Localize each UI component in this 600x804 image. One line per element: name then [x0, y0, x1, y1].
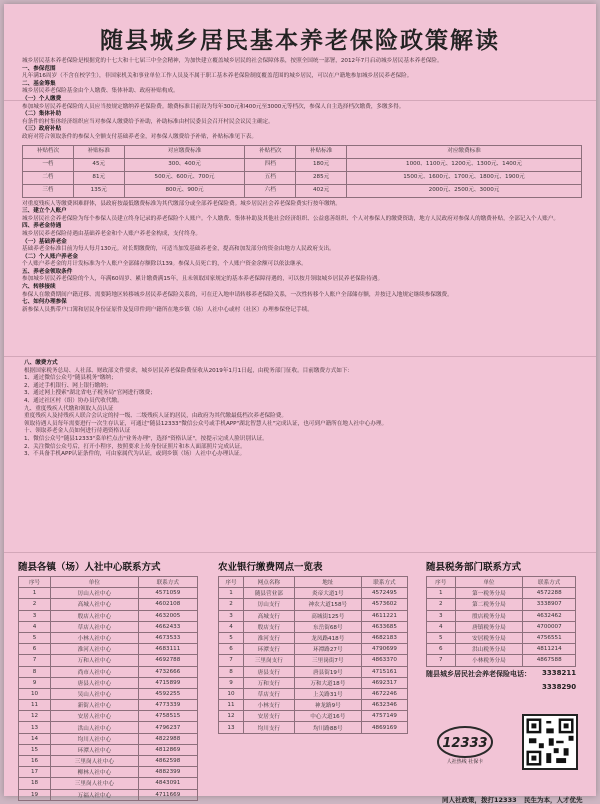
directory-cell: 吴山人社中心 [51, 688, 139, 699]
directory-cell: 10 [219, 688, 244, 699]
directory-cell: 4602108 [138, 599, 197, 610]
directory-cell: 殷店支行 [243, 621, 294, 632]
note-line: 2、通过手机银行、网上银行缴纳； [24, 382, 112, 389]
directory-cell: 淮河人社中心 [51, 644, 139, 655]
directory-cell: 4692788 [138, 655, 197, 666]
directory-cell: 4672246 [361, 688, 407, 699]
directory-row [219, 644, 408, 655]
directory-cell: 第二税务分局 [455, 599, 523, 610]
bank-table [218, 576, 408, 734]
subsidy-cell: 六档 [245, 184, 296, 197]
directory-cell: 7 [219, 655, 244, 666]
directory-cell: 11 [19, 700, 51, 711]
directory-row [219, 621, 408, 632]
hotline-number-1: 3338211 [542, 669, 577, 677]
directory-row [19, 744, 198, 755]
directory-row [19, 644, 198, 655]
directory-cell: 4592255 [138, 688, 197, 699]
section-text: 凡年满16周岁（不含在校学生），非国家机关和事业单位工作人员及不属于职工基本养老保险制度覆盖范围的城乡居民，可以在户籍地参加城乡居民养老保险。 [22, 73, 413, 80]
directory-row [427, 655, 576, 666]
directory-cell: 炎帝大道1号 [294, 588, 361, 599]
subsidy-cell: 2000元、2500元、3000元 [347, 184, 582, 197]
subsidy-cell: 四档 [245, 158, 296, 171]
directory-cell: 安居人社中心 [51, 711, 139, 722]
directory-cell: 3 [427, 610, 456, 621]
directory-cell: 9 [219, 677, 244, 688]
directory-cell: 4869169 [361, 722, 407, 733]
note-line: 4、通过社区村（组）协办员代收代缴。 [24, 397, 123, 404]
section-text: 新参保人员携带户口簿和居民身份证原件及复印件到户籍所在地乡镇（场）人社中心或村（社区）办理参保登记手续。 [22, 306, 313, 313]
directory-cell: 柳林人社中心 [51, 767, 139, 778]
directory-header-row [19, 577, 198, 588]
directory-cell: 6 [427, 644, 456, 655]
directory-cell: 三里岗人社中心 [51, 756, 139, 767]
directory-cell: 均川支行 [243, 722, 294, 733]
directory-cell: 4683111 [138, 644, 197, 655]
directory-header-row [427, 577, 576, 588]
directory-cell: 均川路88号 [294, 722, 361, 733]
directory-cell: 19 [19, 789, 51, 800]
hotline-number-2: 3338290 [542, 683, 577, 691]
directory-cell: 殷店人社中心 [51, 610, 139, 621]
section-text: 有条件的村集体经济组织应当对参保人缴费给予补助，补助标准由村民委员会召开村民会议民主确定。 [22, 118, 274, 125]
directory-cell: 13 [219, 722, 244, 733]
directory-row [427, 632, 576, 643]
note-line: 1、通过微信公众号"随县税务"缴纳； [24, 375, 117, 382]
subsidy-cell: 1500元、1600元、1700元、1800元、1900元 [347, 171, 582, 184]
directory-row [219, 655, 408, 666]
directory-row [219, 688, 408, 699]
policy-paragraph [22, 201, 582, 209]
note-line: 根据国家税务总局、人社部、财政部文件要求，城乡居民养老保险费征收从2019年1月1日起，由税务部门征收。目前缴费方式如下： [24, 367, 354, 374]
directory-row [427, 610, 576, 621]
subsidy-cell: 一档 [23, 158, 74, 171]
subsidy-cell: 81元 [73, 171, 124, 184]
section-heading: （一）个人缴费 [22, 95, 62, 102]
note-line: 3、不具备手机APP认证条件的，可由家属代为认证，或到乡镇（场）人社中心办理认证。 [24, 451, 246, 458]
directory-cell: 1 [219, 588, 244, 599]
subsidy-header-cell: 补贴档次 [245, 145, 296, 158]
directory-row [427, 621, 576, 632]
subsidy-row [23, 171, 582, 184]
directory-cell: 5 [19, 632, 51, 643]
directory-cell: 新街人社中心 [51, 700, 139, 711]
directory-cell: 12 [19, 711, 51, 722]
directory-cell: 7 [427, 655, 456, 666]
directory-header-cell: 联系方式 [138, 577, 197, 588]
directory-cell: 高城人社中心 [51, 599, 139, 610]
directory-row [19, 733, 198, 744]
directory-cell: 万和人社中心 [51, 655, 139, 666]
directory-row [19, 778, 198, 789]
directory-cell: 3 [219, 610, 244, 621]
section-text: 参加城乡居民养老保险的人员应当按规定缴纳养老保险费。缴费标准目前设为每年300元和400元至3000元等档次，参保人自主选择档次缴费，多缴多得。 [22, 103, 405, 110]
section-text: 城乡居民养老保险基金由个人缴费、集体补助、政府补贴构成。 [22, 88, 179, 95]
section-heading: 三、建立个人账户 [22, 208, 67, 215]
directory-cell: 4572288 [523, 588, 576, 599]
directory-cell: 4 [219, 621, 244, 632]
directory-row [19, 711, 198, 722]
directory-cell: 淮河支行 [243, 632, 294, 643]
directory-cell: 厉山人社中心 [51, 588, 139, 599]
directory-cell: 4867588 [523, 655, 576, 666]
directory-cell: 4 [19, 621, 51, 632]
note-line: 十、领取养老金人员如何进行待遇资格认证 [24, 428, 131, 435]
directory-row [19, 789, 198, 800]
subsidy-cell: 402元 [296, 184, 347, 197]
directory-cell: 洪山税务分局 [455, 644, 523, 655]
directory-cell: 4571059 [138, 588, 197, 599]
section-heading: 一、参保范围 [22, 65, 56, 72]
section-heading: （二）个人账户养老金 [22, 253, 78, 260]
tax-directory-title: 随县税务部门联系方式 [426, 562, 522, 573]
directory-cell: 三里岗支行 [243, 655, 294, 666]
subsidy-cell: 1000、1100元、1200元、1300元、1400元 [347, 158, 582, 171]
subsidy-cell: 45元 [73, 158, 124, 171]
directory-cell: 东岳街68号 [294, 621, 361, 632]
directory-cell: 8 [219, 666, 244, 677]
directory-cell: 尚市人社中心 [51, 666, 139, 677]
directory-cell: 4611221 [361, 610, 407, 621]
directory-cell: 4573602 [361, 599, 407, 610]
policy-paragraph [22, 254, 582, 269]
directory-row [219, 599, 408, 610]
directory-header-cell: 网点名称 [243, 577, 294, 588]
directory-cell: 草店人社中心 [51, 621, 139, 632]
directory-cell: 17 [19, 767, 51, 778]
directory-row [427, 644, 576, 655]
directory-cell: 洪山人社中心 [51, 722, 139, 733]
directory-cell: 4711669 [138, 789, 197, 800]
directory-row [19, 655, 198, 666]
note-line: 1、微信公众号"随县12333"菜单栏点击"业务办理"，选择"资格认证"，按提示完成人脸识别认证。 [24, 435, 268, 442]
note-heading: 八、缴费方式 [24, 360, 58, 366]
directory-row [219, 666, 408, 677]
directory-cell: 安居税务分局 [455, 632, 523, 643]
payment-notes [24, 360, 582, 459]
directory-cell: 厉山支行 [243, 599, 294, 610]
section-heading: （三）政府补贴 [22, 126, 62, 133]
qr-code [522, 714, 578, 770]
directory-cell: 三里岗人社中心 [51, 778, 139, 789]
logo-number: 12333 [442, 736, 488, 751]
directory-cell: 2 [19, 599, 51, 610]
directory-cell: 4572495 [361, 588, 407, 599]
directory-cell: 4756551 [523, 632, 576, 643]
policy-paragraph [22, 66, 582, 81]
directory-cell: 11 [219, 700, 244, 711]
directory-row [19, 588, 198, 599]
directory-row [219, 700, 408, 711]
directory-cell: 4662433 [138, 621, 197, 632]
policy-paragraph [22, 239, 582, 254]
directory-cell: 唐镇税务分局 [455, 621, 523, 632]
directory-cell: 4700007 [523, 621, 576, 632]
directory-cell: 神农大道158号 [294, 599, 361, 610]
directory-cell: 龙凤路418号 [294, 632, 361, 643]
directory-cell: 9 [19, 677, 51, 688]
directory-cell: 安居支行 [243, 711, 294, 722]
directory-cell: 4882399 [138, 767, 197, 778]
directory-cell: 万和大道18号 [294, 677, 361, 688]
directory-row [19, 599, 198, 610]
section-heading: （一）基础养老金 [22, 238, 67, 245]
directory-cell: 4673533 [138, 632, 197, 643]
directory-header-cell: 序号 [19, 577, 51, 588]
directory-cell: 4632346 [361, 700, 407, 711]
subsidy-cell: 500元、600元、700元 [124, 171, 245, 184]
directory-row [19, 700, 198, 711]
directory-cell: 3 [19, 610, 51, 621]
directory-cell: 环潭路27号 [294, 644, 361, 655]
directory-cell: 万和支行 [243, 677, 294, 688]
directory-cell: 1 [19, 588, 51, 599]
directory-cell: 4757149 [361, 711, 407, 722]
directory-cell: 均川人社中心 [51, 733, 139, 744]
directory-row [19, 666, 198, 677]
directory-cell: 12 [219, 711, 244, 722]
contact-directories [18, 559, 586, 804]
subsidy-table [22, 145, 582, 198]
subsidy-header-cell: 对应缴费标准 [124, 145, 245, 158]
note-line: 领取待遇人员每年需要进行一次生存认证，可通过"随县12333"微信公众号或手机APP"湖北智慧人社"完成认证，也可到户籍所在地人社中心办理。 [24, 420, 388, 427]
directory-cell: 4715161 [361, 666, 407, 677]
directory-header-cell: 联系方式 [361, 577, 407, 588]
directory-cell: 4790699 [361, 644, 407, 655]
policy-paragraph [22, 58, 582, 66]
directory-row [19, 632, 198, 643]
note-line: 3、通过网上搜索"湖北省电子税务局"官网进行缴费； [24, 390, 156, 397]
section-text: 城乡居民养老保险待遇由基础养老金和个人账户养老金构成，支付终身。 [22, 230, 202, 237]
subsidy-header-cell: 补贴标准 [73, 145, 124, 158]
directory-cell: 小林税务分局 [455, 655, 523, 666]
directory-header-cell: 单位 [455, 577, 523, 588]
section-text: 基础养老金标准目前为每人每月130元。对长期缴费的，可适当加发基础养老金，提高和加发部分的资金由地方人民政府支出。 [22, 246, 335, 253]
page-title: 随县城乡居民基本养老保险政策解读 [100, 27, 500, 54]
directory-cell: 6 [19, 644, 51, 655]
policy-paragraph [22, 126, 582, 141]
directory-cell: 10 [19, 688, 51, 699]
directory-cell: 环潭支行 [243, 644, 294, 655]
directory-cell: 16 [19, 756, 51, 767]
section-text: 参加城乡居民养老保险的个人，年满60周岁、累计缴费满15年，且未领取国家规定的基本养老保障待遇的，可以按月领取城乡居民养老保险待遇。 [22, 276, 384, 283]
directory-header-cell: 联系方式 [523, 577, 576, 588]
subsidy-row [23, 184, 582, 197]
directory-cell: 中心大道16号 [294, 711, 361, 722]
subsidy-header-cell: 对应缴费标准 [347, 145, 582, 158]
directory-cell: 小林支行 [243, 700, 294, 711]
directory-cell: 上关路31号 [294, 688, 361, 699]
directory-header-cell: 序号 [219, 577, 244, 588]
tax-directory [426, 559, 586, 667]
directory-cell: 4812869 [138, 744, 197, 755]
directory-cell: 第一税务分局 [455, 588, 523, 599]
directory-cell: 5 [427, 632, 456, 643]
section-text: 城乡居民基本养老保险是根据党的十七大和十七届三中全会精神，为加快建立覆盖城乡居民的社会保障体系，按照全国统一部署，2012年7月启动城乡居民基本养老保险。 [22, 58, 443, 64]
directory-cell: 神龙路9号 [294, 700, 361, 711]
directory-row [19, 722, 198, 733]
hr-directory-title: 随县各镇（场）人社中心联系方式 [18, 562, 161, 573]
hr-table [18, 576, 198, 801]
directory-cell: 8 [19, 666, 51, 677]
policy-paragraph [22, 208, 582, 223]
directory-cell: 4632005 [138, 610, 197, 621]
directory-cell: 4862598 [138, 756, 197, 767]
policy-paragraph [22, 81, 582, 96]
subsidy-cell: 三档 [23, 184, 74, 197]
directory-row [219, 677, 408, 688]
policy-paragraph [22, 111, 582, 126]
directory-row [427, 599, 576, 610]
directory-header-row [219, 577, 408, 588]
directory-cell: 7 [19, 655, 51, 666]
directory-cell: 4682183 [361, 632, 407, 643]
directory-cell: 殷店税务分局 [455, 610, 523, 621]
directory-cell: 4863370 [361, 655, 407, 666]
note-line: 2、关注微信公众号后，打开小程序，按照要求上传身份证照片和本人面部照片完成认证。 [24, 443, 246, 450]
policy-body [22, 58, 582, 314]
subsidy-cell: 285元 [296, 171, 347, 184]
slogan-right: 民生为本，人才优先 [524, 796, 583, 804]
hr-center-directory [18, 559, 198, 801]
section-text: 参保人在缴费期间户籍迁移、需要跨地区转移城乡居民养老保险关系的，可在迁入地申请转移养老保险关系，一次性转移个人账户全部储存额，并按迁入地规定继续参保缴费。 [22, 291, 453, 298]
directory-cell: 3338907 [523, 599, 576, 610]
directory-cell: 万福人社中心 [51, 789, 139, 800]
policy-paragraph [22, 96, 582, 111]
subsidy-cell: 300、400元 [124, 158, 245, 171]
section-heading: （二）集体补助 [22, 111, 62, 118]
directory-cell: 4758515 [138, 711, 197, 722]
slogan-left: 同人社政策，拨打12333 [442, 796, 517, 804]
directory-cell: 4715899 [138, 677, 197, 688]
directory-cell: 4632462 [523, 610, 576, 621]
section-heading: 六、转移接续 [22, 284, 56, 291]
note-line: 九、重度残疾人代缴和领取人员认证 [24, 405, 114, 412]
directory-cell: 唐县街19号 [294, 666, 361, 677]
directory-cell: 4633685 [361, 621, 407, 632]
directory-cell: 18 [19, 778, 51, 789]
directory-cell: 高城支行 [243, 610, 294, 621]
section-text: 对重度残疾人等缴费困难群体，县政府按最低缴费标准为其代缴部分或全部养老保险费。城乡居民社会养老保险费实行按年缴纳。 [22, 200, 341, 207]
section-text: 城乡居民社会养老保险为每个参保人员建立终身记录的养老保险个人账户。个人缴费、集体补助及其他社会经济组织、公益慈善组织、个人对参保人的缴费资助，地方人民政府对参保人的缴费补贴，全部记入个人账户。 [22, 215, 560, 222]
directory-cell: 2 [219, 599, 244, 610]
bank-directory [218, 559, 408, 734]
directory-cell: 4692317 [361, 677, 407, 688]
subsidy-header-cell: 补贴标准 [296, 145, 347, 158]
directory-header-cell: 地址 [294, 577, 361, 588]
section-heading: 二、基金筹集 [22, 80, 56, 87]
subsidy-cell: 800元、900元 [124, 184, 245, 197]
directory-cell: 小林人社中心 [51, 632, 139, 643]
directory-cell: 4732666 [138, 666, 197, 677]
hotline-label: 随县城乡居民社会养老保险电话： [426, 670, 531, 678]
directory-row [219, 722, 408, 733]
directory-cell: 4796237 [138, 722, 197, 733]
directory-cell: 随县营业部 [243, 588, 294, 599]
tax-table [426, 576, 576, 667]
directory-cell: 草店支行 [243, 688, 294, 699]
directory-cell: 13 [19, 722, 51, 733]
section-heading: 四、养老金待遇 [22, 223, 62, 230]
directory-cell: 4843091 [138, 778, 197, 789]
section-text: 政府对符合领取条件的参保人全额支付基础养老金，对参保人缴费给予补贴，补贴标准见下表。 [22, 133, 257, 140]
directory-cell: 2 [427, 599, 456, 610]
directory-cell: 高城街125号 [294, 610, 361, 621]
directory-header-cell: 序号 [427, 577, 456, 588]
policy-sheet [4, 4, 596, 804]
directory-header-cell: 单位 [51, 577, 139, 588]
section-text: 个人账户养老金的月计发标准为个人账户全部储存额除以139。参保人员死亡的，个人账户资金余额可以依法继承。 [22, 261, 307, 268]
directory-cell: 环潭人社中心 [51, 744, 139, 755]
directory-row [219, 711, 408, 722]
directory-cell: 4822988 [138, 733, 197, 744]
directory-cell: 4811214 [523, 644, 576, 655]
directory-row [219, 610, 408, 621]
directory-cell: 三里岗街7号 [294, 655, 361, 666]
hotline-12333-logo [436, 723, 494, 765]
subsidy-cell: 135元 [73, 184, 124, 197]
directory-cell: 14 [19, 733, 51, 744]
directory-row [19, 621, 198, 632]
subsidy-cell: 二档 [23, 171, 74, 184]
policy-paragraph [22, 299, 582, 314]
directory-cell: 6 [219, 644, 244, 655]
directory-cell: 唐县人社中心 [51, 677, 139, 688]
policy-paragraph [22, 223, 582, 238]
bank-directory-title: 农业银行缴费网点一览表 [218, 562, 323, 573]
directory-cell: 5 [219, 632, 244, 643]
section-heading: 七、如何办理参保 [22, 299, 67, 306]
directory-row [19, 767, 198, 778]
subsidy-header-cell: 补贴档次 [23, 145, 74, 158]
directory-row [19, 756, 198, 767]
subsidy-cell: 五档 [245, 171, 296, 184]
directory-row [219, 588, 408, 599]
directory-row [219, 632, 408, 643]
section-heading: 五、养老金领取条件 [22, 268, 73, 275]
directory-row [427, 588, 576, 599]
directory-cell: 4773339 [138, 700, 197, 711]
directory-row [19, 677, 198, 688]
policy-paragraph [22, 284, 582, 299]
note-line: 重度残疾人及持残疾人联合会认定的持一级、二级残疾人证的居民，由政府为其代缴最低档次养老保险费。 [24, 413, 287, 420]
policy-paragraph [22, 269, 582, 284]
directory-row [19, 688, 198, 699]
logo-caption: 人社热线 社保卡 [446, 759, 484, 765]
directory-cell: 1 [427, 588, 456, 599]
subsidy-row [23, 158, 582, 171]
subsidy-cell: 180元 [296, 158, 347, 171]
directory-cell: 唐县支行 [243, 666, 294, 677]
directory-cell: 15 [19, 744, 51, 755]
directory-cell: 4 [427, 621, 456, 632]
directory-row [19, 610, 198, 621]
